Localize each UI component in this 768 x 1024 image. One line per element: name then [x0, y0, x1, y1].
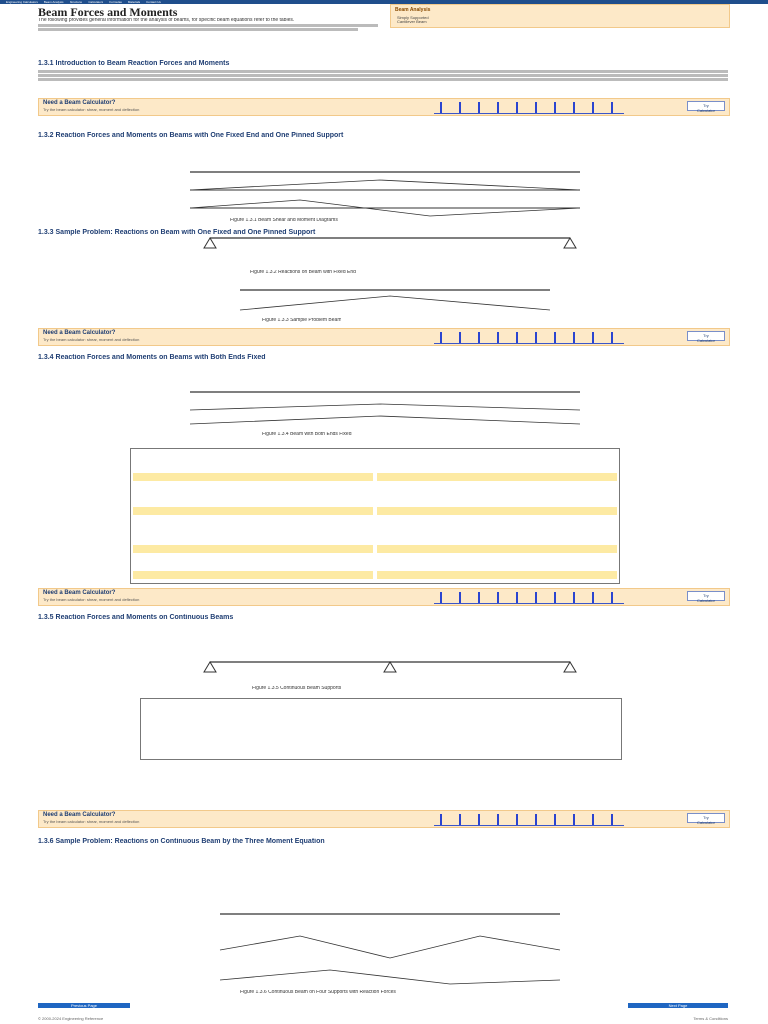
load-bar: [497, 592, 499, 603]
load-bar: [440, 592, 442, 603]
beam-table-figure: [130, 448, 620, 584]
load-bar: [478, 102, 480, 113]
load-bar: [573, 102, 575, 113]
load-bar: [478, 332, 480, 343]
load-bar: [611, 814, 613, 825]
beam-diagram-figure: [200, 228, 580, 272]
load-bar: [535, 102, 537, 113]
load-bar: [554, 102, 556, 113]
calculator-sub: Try the beam calculator: shear, moment and deflection: [43, 819, 140, 824]
load-bar: [592, 592, 594, 603]
tab-0[interactable]: Engineering Calculators: [6, 0, 38, 4]
text-line: [38, 28, 358, 31]
load-bar: [440, 332, 442, 343]
table-highlight: [377, 473, 617, 481]
load-bar: [592, 102, 594, 113]
load-bar: [478, 814, 480, 825]
table-highlight: [377, 507, 617, 515]
section-heading-4: 1.3.4 Reaction Forces and Moments on Beams with Both Ends Fixed: [38, 354, 266, 361]
load-bar: [554, 814, 556, 825]
load-bar: [516, 102, 518, 113]
load-bar: [573, 332, 575, 343]
beam-diagram-1: [180, 160, 600, 220]
figure-caption: Figure 1.3.4 Beam with Both Ends Fixed: [262, 432, 352, 437]
table-highlight: [133, 507, 373, 515]
calculator-sub: Try the beam calculator: shear, moment and deflection: [43, 337, 140, 342]
beam-diagram-5: [200, 650, 580, 686]
figure-caption: Figure 1.3.2 Reactions on Beam with Fixed End: [250, 270, 356, 275]
load-bar: [440, 814, 442, 825]
load-bar: [611, 102, 613, 113]
tab-4[interactable]: Formulas: [109, 0, 122, 4]
load-bar: [535, 814, 537, 825]
load-bar: [573, 592, 575, 603]
load-bar: [611, 332, 613, 343]
tab-1[interactable]: Beam Analysis: [43, 0, 64, 4]
beam-diagram-figure: [180, 160, 600, 220]
analysis-row[interactable]: Cantilever Beam: [397, 20, 427, 24]
figure-caption: Figure 1.3.5 Continuous Beam Supports: [252, 686, 342, 691]
analysis-title: Beam Analysis: [395, 7, 431, 13]
figure-caption: Figure 1.3.6 Continuous Beam on Four Supports with Reaction Forces: [240, 990, 396, 995]
table-highlight: [133, 571, 373, 579]
table-highlight: [133, 473, 373, 481]
load-bar: [535, 332, 537, 343]
load-bar: [459, 592, 461, 603]
load-bar: [535, 592, 537, 603]
section-heading-3: 1.3.3 Sample Problem: Reactions on Beam with One Fixed and One Pinned Support: [38, 229, 316, 236]
calculator-banner[interactable]: [38, 810, 730, 828]
load-bars-graphic: [434, 814, 624, 826]
section-heading-5: 1.3.5 Reaction Forces and Moments on Continuous Beams: [38, 614, 234, 621]
beam-diagram-6: [210, 900, 570, 990]
calculator-label: Need a Beam Calculator?: [43, 590, 116, 596]
load-bar: [459, 102, 461, 113]
load-bars-graphic: [434, 592, 624, 604]
load-bar: [592, 814, 594, 825]
calculator-label: Need a Beam Calculator?: [43, 330, 116, 336]
load-bar: [459, 332, 461, 343]
load-bar: [497, 814, 499, 825]
tab-3[interactable]: Calculators: [88, 0, 104, 4]
table-highlight: [377, 545, 617, 553]
load-bar: [554, 332, 556, 343]
load-bars-graphic: [434, 102, 624, 114]
load-bar: [573, 814, 575, 825]
paragraph-block: [38, 69, 728, 82]
figure-caption: Figure 1.3.1 Beam Shear and Moment Diagrams: [230, 218, 338, 223]
analysis-row[interactable]: Simply Supported: [397, 16, 429, 20]
beam-table-figure: [140, 698, 622, 760]
beam-diagram-4: [180, 380, 600, 432]
table-highlight: [133, 545, 373, 553]
load-bar: [497, 102, 499, 113]
beam-diagram-figure: [230, 280, 560, 320]
try-calculator-button[interactable]: Try Calculator: [687, 591, 725, 601]
beam-diagram-figure: [180, 380, 600, 432]
text-line: [38, 78, 728, 81]
load-bars-graphic: [434, 332, 624, 344]
calculator-banner[interactable]: [38, 328, 730, 346]
load-bar: [497, 332, 499, 343]
section-heading-2: 1.3.2 Reaction Forces and Moments on Beams with One Fixed End and One Pinned Support: [38, 132, 344, 139]
tab-2[interactable]: Structural: [69, 0, 83, 4]
load-bar: [478, 592, 480, 603]
text-line: [38, 70, 728, 73]
intro-text: The following provides general information for the analysis of beams, for specific beam equations refer to the tables.: [38, 18, 295, 23]
try-calculator-button[interactable]: Try Calculator: [687, 101, 725, 111]
load-bar: [554, 592, 556, 603]
calculator-sub: Try the beam calculator: shear, moment and deflection: [43, 597, 140, 602]
terms-link[interactable]: Terms & Conditions: [693, 1016, 728, 1021]
calculator-label: Need a Beam Calculator?: [43, 100, 116, 106]
page-title: Beam Forces and Moments: [38, 5, 178, 19]
section-heading-6: 1.3.6 Sample Problem: Reactions on Continuous Beam by the Three Moment Equation: [38, 838, 325, 845]
load-bar: [611, 592, 613, 603]
copyright-text: © 2000-2024 Engineering Reference: [38, 1016, 104, 1021]
text-line: [38, 74, 728, 77]
calculator-banner[interactable]: [38, 98, 730, 116]
load-bar: [516, 814, 518, 825]
text-line: [38, 24, 378, 27]
previous-page-button[interactable]: Previous Page: [38, 1003, 130, 1008]
try-calculator-button[interactable]: Try Calculator: [687, 331, 725, 341]
table-highlight: [377, 571, 617, 579]
beam-diagram-2: [200, 228, 580, 272]
tab-6[interactable]: Contact Us: [146, 0, 161, 4]
calculator-label: Need a Beam Calculator?: [43, 812, 116, 818]
try-calculator-button[interactable]: Try Calculator: [687, 813, 725, 823]
beam-diagram-figure: [200, 650, 580, 686]
next-page-button[interactable]: Next Page: [628, 1003, 728, 1008]
beam-diagram-figure: [210, 900, 570, 990]
calculator-banner[interactable]: [38, 588, 730, 606]
load-bar: [516, 332, 518, 343]
load-bar: [592, 332, 594, 343]
load-bar: [459, 814, 461, 825]
figure-caption: Figure 1.3.3 Sample Problem Beam: [262, 318, 342, 323]
beam-analysis-box: [390, 4, 730, 28]
section-heading-1: 1.3.1 Introduction to Beam Reaction Forces and Moments: [38, 60, 230, 67]
beam-diagram-3: [230, 280, 560, 320]
tab-5[interactable]: Materials: [127, 0, 141, 4]
load-bar: [516, 592, 518, 603]
calculator-sub: Try the beam calculator: shear, moment and deflection: [43, 107, 140, 112]
load-bar: [440, 102, 442, 113]
